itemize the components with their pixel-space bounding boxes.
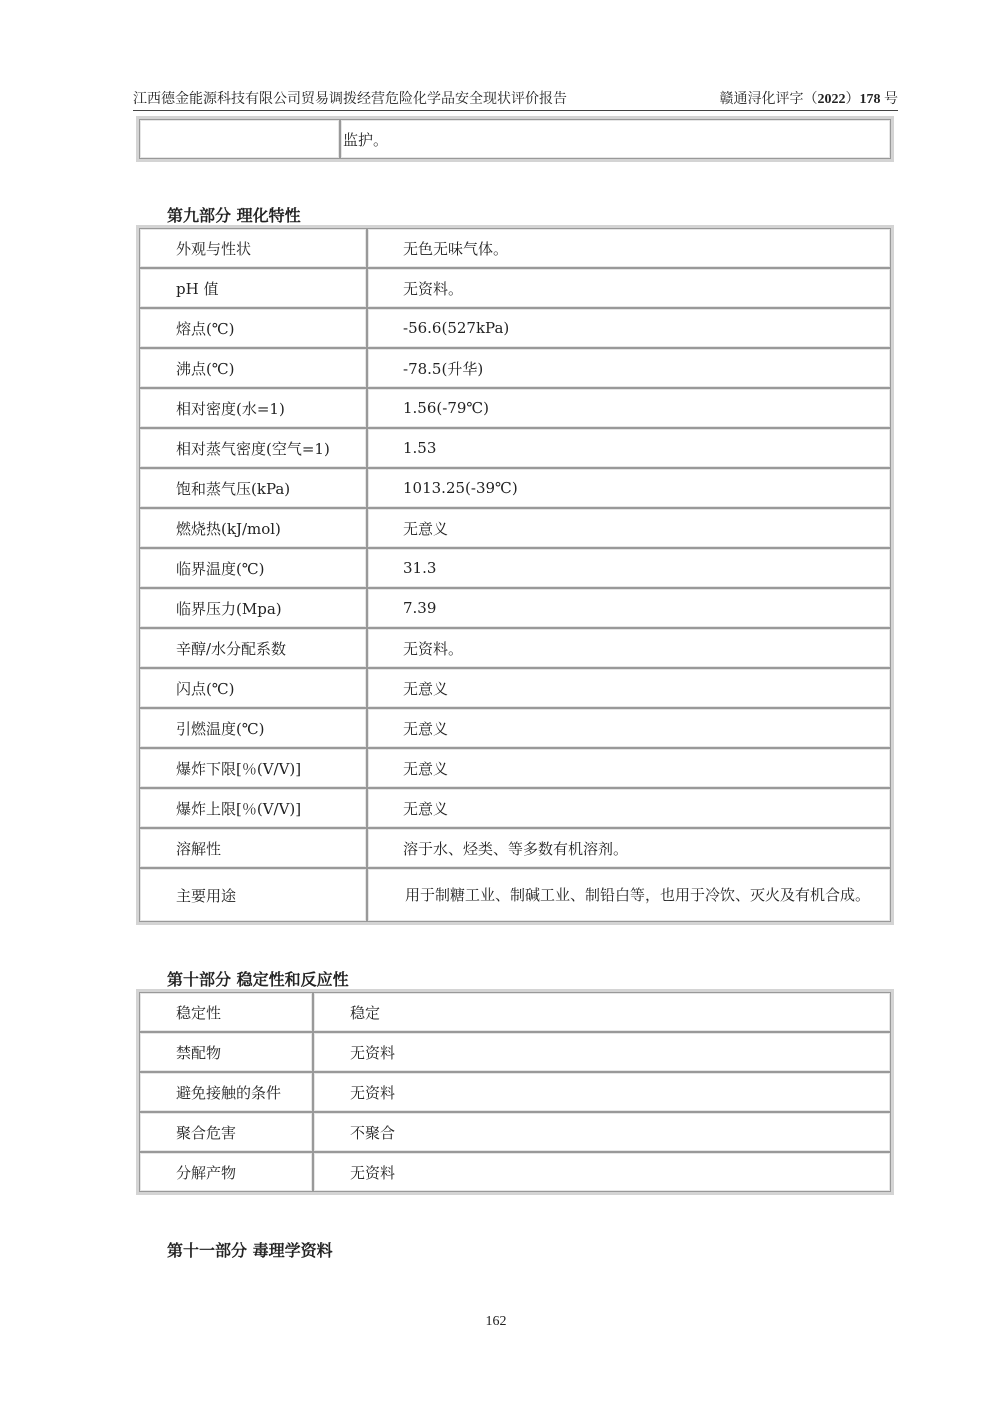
property-value: 1013.25(-39℃) — [367, 468, 891, 508]
property-name: 主要用途 — [139, 868, 367, 922]
property-value: 稳定 — [313, 992, 891, 1032]
property-value: 31.3 — [367, 548, 891, 588]
property-name: 相对密度(水=1) — [139, 388, 367, 428]
property-name: 沸点(℃) — [139, 348, 367, 388]
table-row — [139, 748, 891, 788]
property-value: 无资料。 — [367, 268, 891, 308]
stability-reactivity-table — [136, 989, 894, 1195]
property-value: -56.6(527kPa) — [367, 308, 891, 348]
table-row — [139, 868, 891, 922]
physical-chemical-table — [136, 225, 894, 925]
table-row — [139, 828, 891, 868]
table-row — [139, 1152, 891, 1192]
section-11-title: 第十一部分 毒理学资料 — [167, 1241, 333, 1260]
property-name: 熔点(℃) — [139, 308, 367, 348]
table-row — [139, 588, 891, 628]
property-value: 无意义 — [367, 508, 891, 548]
table-row — [139, 388, 891, 428]
property-name: 燃烧热(kJ/mol) — [139, 508, 367, 548]
property-value: 7.39 — [367, 588, 891, 628]
page-header — [133, 88, 898, 111]
table-row — [139, 788, 891, 828]
section-9-title: 第九部分 理化特性 — [167, 206, 301, 225]
property-name: 临界温度(℃) — [139, 548, 367, 588]
table-row — [139, 1112, 891, 1152]
table-row — [139, 1072, 891, 1112]
property-name: 引燃温度(℃) — [139, 708, 367, 748]
property-value: 无意义 — [367, 708, 891, 748]
property-name: 聚合危害 — [139, 1112, 313, 1152]
table-row — [139, 268, 891, 308]
table-row — [139, 348, 891, 388]
property-name: 临界压力(Mpa) — [139, 588, 367, 628]
page-number: 162 — [485, 1314, 507, 1329]
table-row — [139, 308, 891, 348]
table-row — [139, 228, 891, 268]
property-name: 爆炸上限[％(V/V)] — [139, 788, 367, 828]
property-name: 禁配物 — [139, 1032, 313, 1072]
property-name: 相对蒸气密度(空气=1) — [139, 428, 367, 468]
property-value: 无资料 — [313, 1032, 891, 1072]
table-row — [139, 668, 891, 708]
property-value: 不聚合 — [313, 1112, 891, 1152]
property-name: 稳定性 — [139, 992, 313, 1032]
property-name: 外观与性状 — [139, 228, 367, 268]
property-value: 无意义 — [367, 748, 891, 788]
table-row — [139, 468, 891, 508]
property-name: 辛醇/水分配系数 — [139, 628, 367, 668]
cell-label — [139, 119, 340, 159]
property-name: 爆炸下限[％(V/V)] — [139, 748, 367, 788]
table-row — [139, 119, 891, 159]
property-value: 无资料。 — [367, 628, 891, 668]
table-row — [139, 508, 891, 548]
continuation-table — [136, 116, 894, 162]
property-name: 溶解性 — [139, 828, 367, 868]
property-name: 分解产物 — [139, 1152, 313, 1192]
cell-value: 监护。 — [340, 119, 891, 159]
property-value: 溶于水、烃类、等多数有机溶剂。 — [367, 828, 891, 868]
property-name: 闪点(℃) — [139, 668, 367, 708]
property-value: 无资料 — [313, 1072, 891, 1112]
table-row — [139, 628, 891, 668]
table-row — [139, 992, 891, 1032]
table-row — [139, 548, 891, 588]
report-number: 赣通浔化评字（2022）178 号 — [719, 92, 898, 107]
report-title: 江西德金能源科技有限公司贸易调拨经营危险化学品安全现状评价报告 — [133, 91, 567, 107]
section-10-title: 第十部分 稳定性和反应性 — [167, 970, 349, 989]
property-name: 避免接触的条件 — [139, 1072, 313, 1112]
property-value: 无意义 — [367, 788, 891, 828]
property-value: 无资料 — [313, 1152, 891, 1192]
property-value: 1.56(-79℃) — [367, 388, 891, 428]
property-value: 无意义 — [367, 668, 891, 708]
table-row — [139, 708, 891, 748]
property-name: pH 值 — [139, 268, 367, 308]
table-row — [139, 1032, 891, 1072]
table-row — [139, 428, 891, 468]
property-value: 1.53 — [367, 428, 891, 468]
property-value: -78.5(升华) — [367, 348, 891, 388]
property-name: 饱和蒸气压(kPa) — [139, 468, 367, 508]
property-value: 无色无味气体。 — [367, 228, 891, 268]
property-value: 用于制糖工业、制碱工业、制铅白等，也用于冷饮、灭火及有机合成。 — [367, 868, 891, 922]
